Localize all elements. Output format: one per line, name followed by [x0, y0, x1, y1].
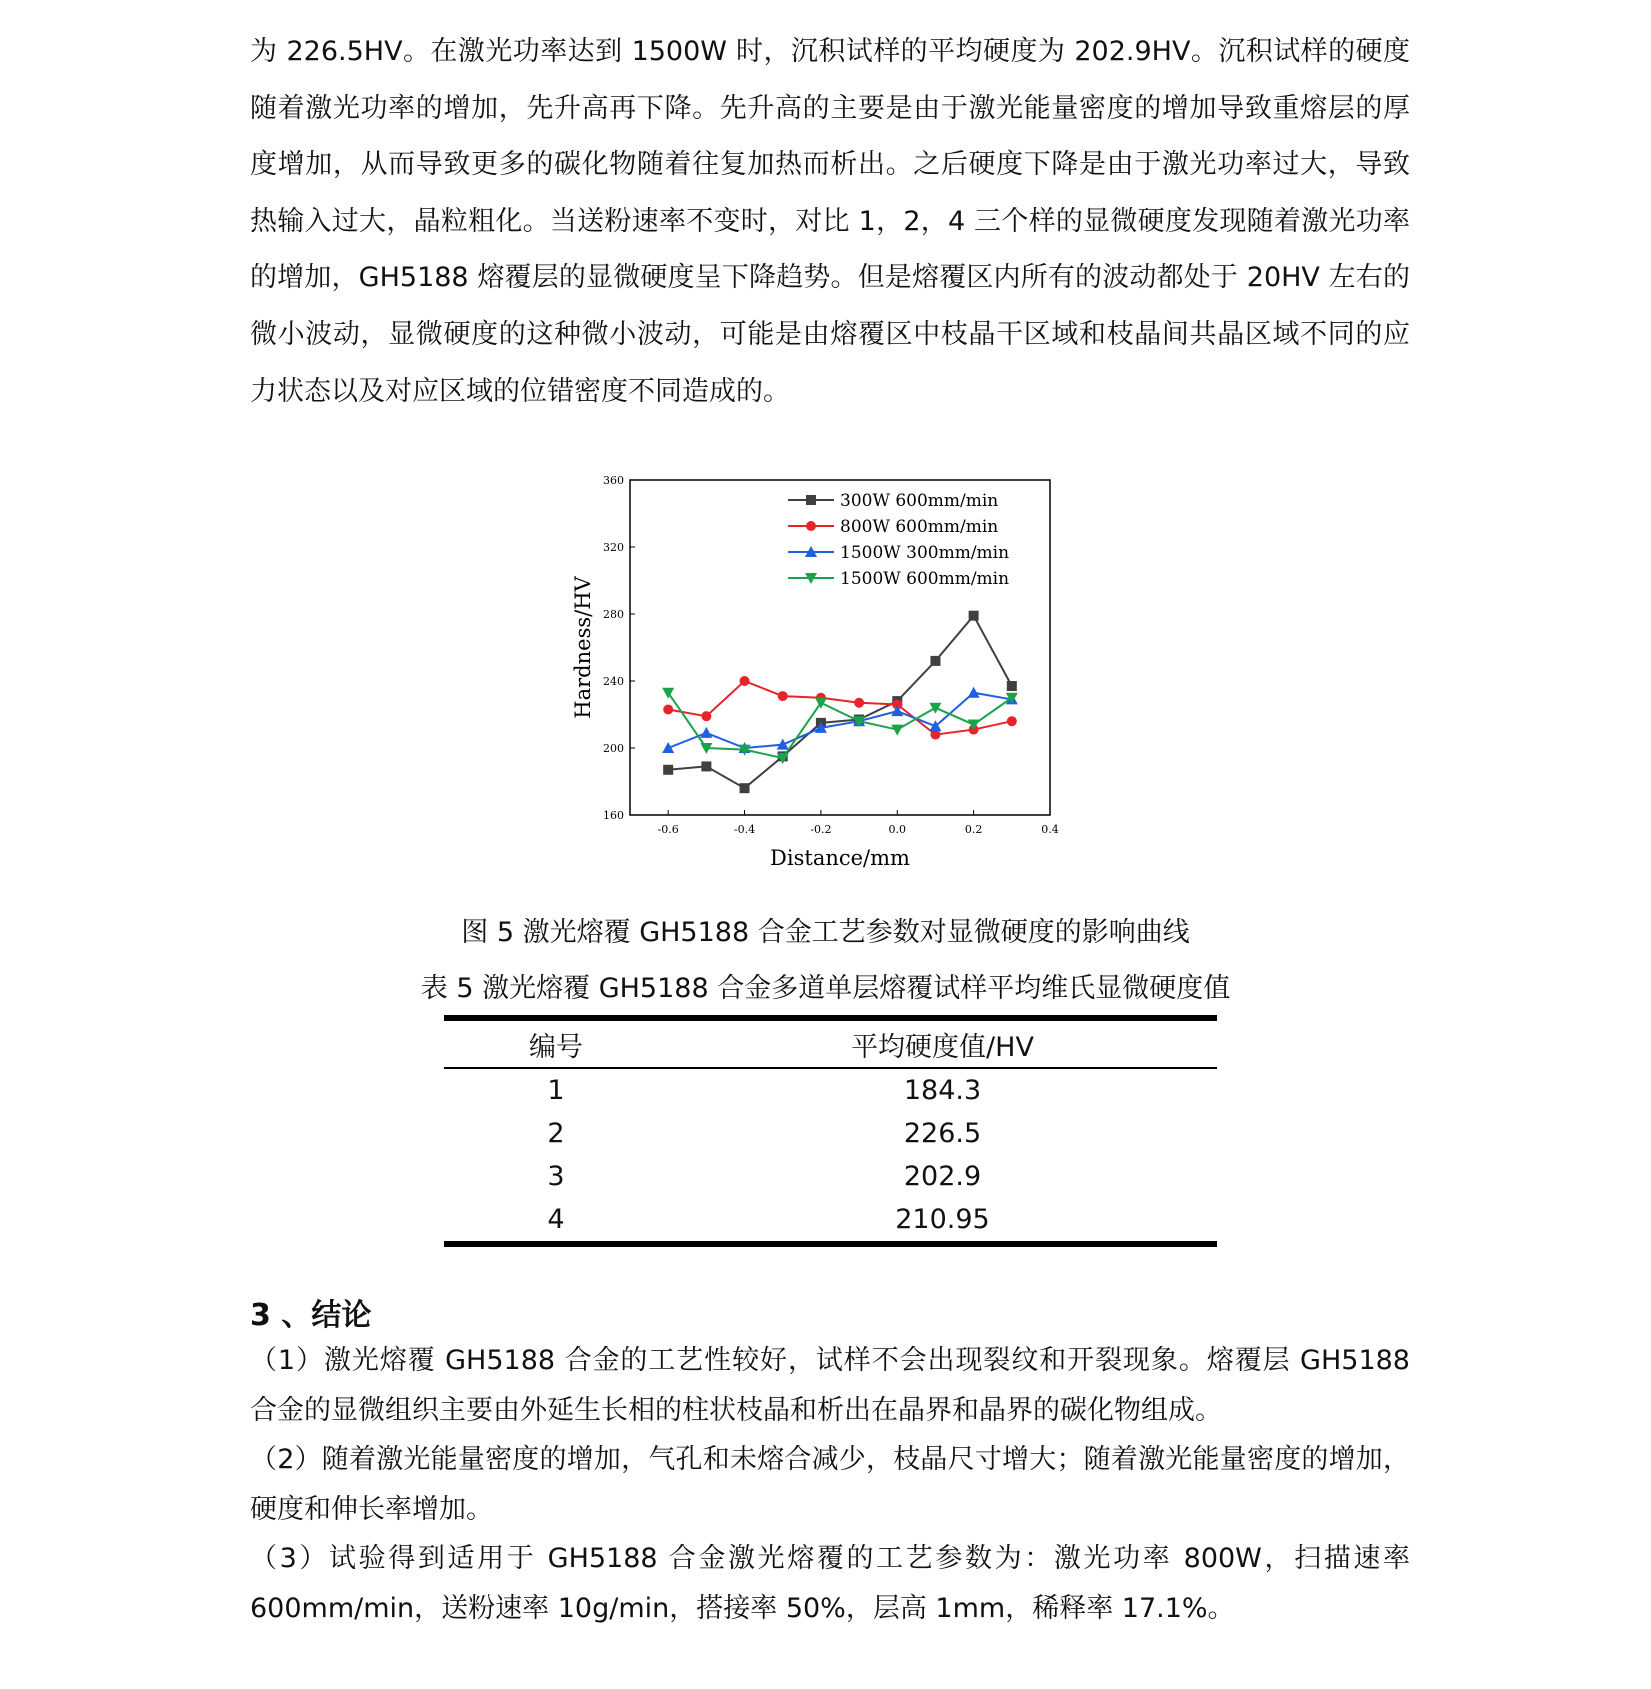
data-point: [700, 727, 712, 738]
x-tick-label: 0.2: [964, 823, 983, 836]
data-point: [929, 703, 941, 714]
y-axis-label: Hardness/HV: [571, 576, 595, 719]
cell-hardness: 210.95: [895, 1204, 990, 1235]
data-point: [854, 698, 864, 708]
legend-marker: [806, 521, 816, 531]
section-heading: 3 、结论: [250, 1298, 372, 1333]
legend-label: 1500W 300mm/min: [840, 543, 1010, 563]
legend-marker: [806, 495, 816, 505]
data-point: [969, 611, 979, 621]
data-point: [968, 687, 980, 698]
x-axis-label: Distance/mm: [770, 846, 910, 870]
cell-id: 4: [547, 1204, 565, 1235]
data-point: [930, 656, 940, 666]
legend-label: 300W 600mm/min: [840, 491, 999, 511]
data-table: [444, 1015, 1217, 1247]
y-tick-label: 240: [603, 675, 624, 688]
hardness-chart: [560, 470, 1080, 880]
hardness-chart-figure: [560, 470, 1080, 880]
figure-caption: 图 5 激光熔覆 GH5188 合金工艺参数对显微硬度的影响曲线: [461, 917, 1190, 948]
data-point: [662, 742, 674, 753]
data-point: [701, 761, 711, 771]
y-tick-label: 160: [603, 809, 624, 822]
cell-id: 2: [547, 1118, 565, 1149]
data-point: [1007, 681, 1017, 691]
data-point: [740, 783, 750, 793]
table-row: [444, 1198, 1217, 1244]
table-header-row: [444, 1018, 1217, 1068]
cell-hardness: 226.5: [903, 1118, 982, 1149]
hardness-table: [444, 1015, 1217, 1247]
cell-hardness: 202.9: [903, 1161, 982, 1192]
table-caption: 表 5 激光熔覆 GH5188 合金多道单层熔覆试样平均维氏显微硬度值: [420, 973, 1231, 1004]
series-line: [668, 681, 1012, 735]
x-tick-label: -0.4: [733, 823, 756, 836]
body-paragraph: 为 226.5HV。在激光功率达到 1500W 时，沉积试样的平均硬度为 202.9HV。沉积试样的硬度随着激光功率的增加，先升高再下降。先升高的主要是由于激光能量密度的增加导致重熔层的厚度增加，从而导致更多的碳化物随着往复加热而析出。之后硬度下降是由于激光功率过大，导致热输入过大，晶粒粗化。当送粉速率不变时，对比 1，2，4 三个样的显微硬度发现随着激光功率的增加，GH5188 熔覆层的显微硬度呈下降趋势。但是熔覆区内所有的波动都处于 20HV 左右的微小波动，显微硬度的这种微小波动，可能是由熔覆区中枝晶干区域和枝晶间共晶区域不同的应力状态以及对应区域的位错密度不同造成的。: [250, 36, 1410, 407]
conclusion-item: （3）试验得到适用于 GH5188 合金激光熔覆的工艺参数为：激光功率 800W，扫描速率 600mm/min，送粉速率 10g/min，搭接率 50%，层高 1mm，稀释率 17.1%。: [250, 1543, 1410, 1624]
data-point: [891, 725, 903, 736]
conclusion-item: （1）激光熔覆 GH5188 合金的工艺性较好，试样不会出现裂纹和开裂现象。熔覆层 GH5188 合金的显微组织主要由外延生长相的柱状枝晶和析出在晶界和晶界的碳化物组成。: [250, 1345, 1410, 1426]
y-tick-label: 360: [603, 474, 624, 487]
table-row: [444, 1112, 1217, 1155]
table-row: [444, 1155, 1217, 1198]
data-point: [778, 691, 788, 701]
cell-id: 1: [547, 1075, 565, 1106]
x-tick-label: 0.4: [1041, 823, 1059, 836]
x-tick-label: -0.2: [810, 823, 832, 836]
data-point: [1007, 716, 1017, 726]
y-tick-label: 280: [603, 608, 624, 621]
series-line: [668, 616, 1012, 789]
conclusion-item: （2）随着激光能量密度的增加，气孔和未熔合减少，枝晶尺寸增大；随着激光能量密度的增加，硬度和伸长率增加。: [250, 1444, 1410, 1525]
x-tick-label: -0.6: [657, 823, 679, 836]
conclusions-list: [250, 1336, 1410, 1633]
header-id: 编号: [529, 1031, 583, 1063]
header-hardness: 平均硬度值/HV: [851, 1031, 1034, 1063]
cell-id: 3: [547, 1161, 565, 1192]
data-point: [701, 711, 711, 721]
x-tick-label: 0.0: [888, 823, 907, 836]
y-tick-label: 200: [603, 742, 624, 755]
data-point: [740, 676, 750, 686]
body-paragraph-block: [250, 24, 1410, 420]
data-point: [663, 765, 673, 775]
cell-hardness: 184.3: [903, 1075, 982, 1106]
legend-label: 800W 600mm/min: [840, 517, 999, 537]
data-point: [663, 704, 673, 714]
y-tick-label: 320: [603, 541, 624, 554]
table-row: [444, 1068, 1217, 1112]
legend-label: 1500W 600mm/min: [840, 569, 1010, 589]
